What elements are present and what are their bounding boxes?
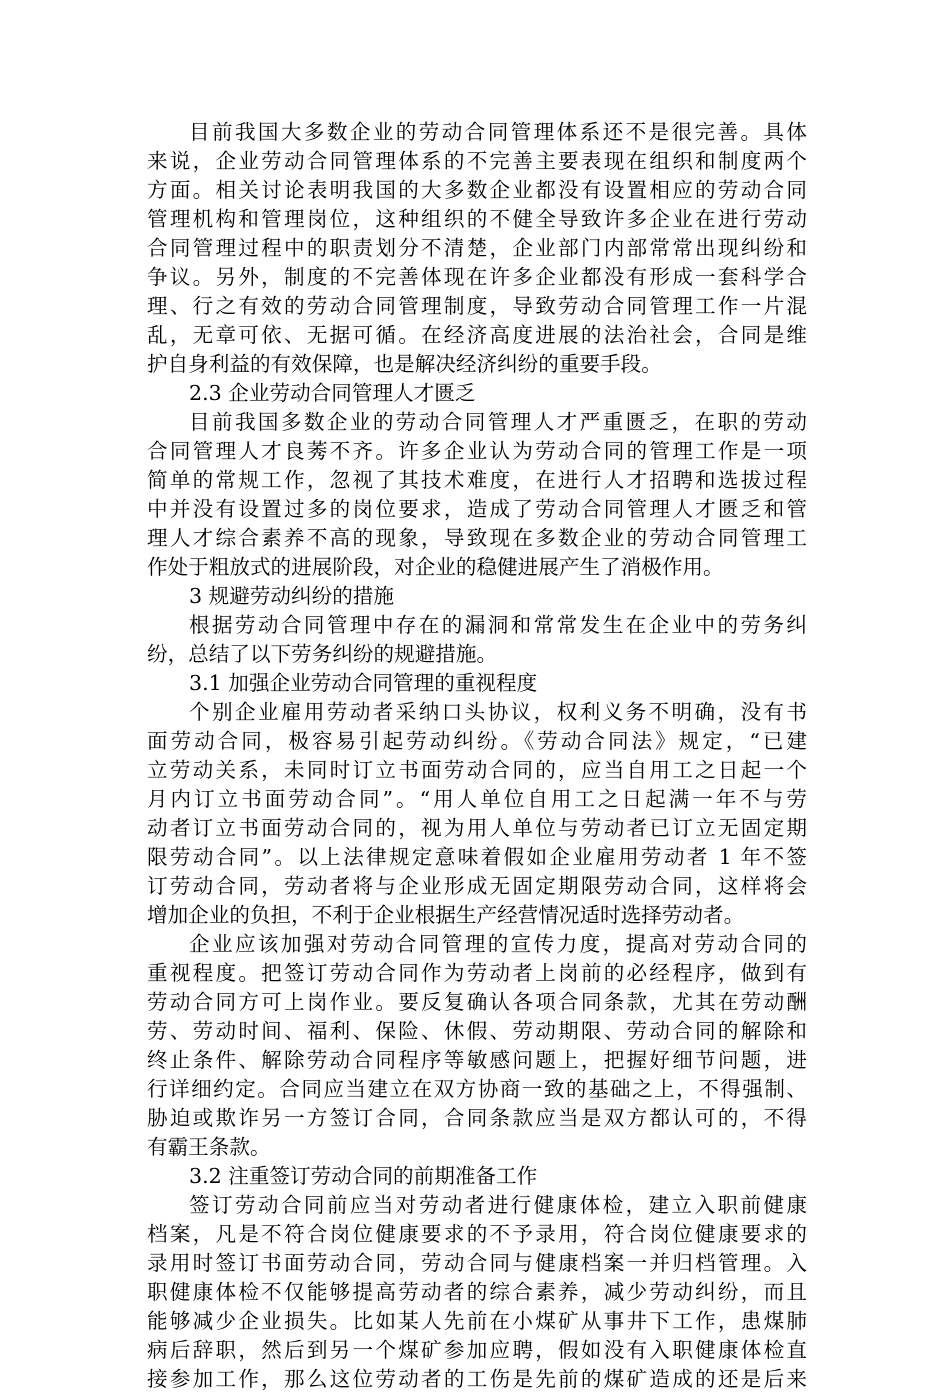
text-line: 理人才综合素养不高的现象，导致现在多数企业的劳动合同管理工: [147, 526, 807, 550]
text-line: 劳动合同方可上岗作业。要反复确认各项合同条款，尤其在劳动酬: [147, 990, 807, 1014]
text-line: 重视程度。把签订劳动合同作为劳动者上岗前的必经程序，做到有: [147, 961, 807, 985]
paragraph: [147, 930, 807, 1162]
text-line: 胁迫或欺诈另一方签订合同，合同条款应当是双方都认可的，不得: [147, 1106, 807, 1130]
paragraph: [147, 118, 807, 379]
text-line: 动者订立书面劳动合同的，视为用人单位与劳动者已订立无固定期: [147, 816, 807, 840]
paragraph: [147, 1191, 807, 1394]
text-line: 理、行之有效的劳动合同管理制度，导致劳动合同管理工作一片混: [147, 294, 807, 318]
text-line: 目前我国多数企业的劳动合同管理人才严重匮乏，在职的劳动: [189, 410, 807, 434]
text-line: 乱，无章可依、无据可循。在经济高度进展的法治社会，合同是维: [147, 323, 807, 347]
text-line: 档案，凡是不符合岗位健康要求的不予录用，符合岗位健康要求的: [147, 1222, 807, 1246]
text-line: 劳、劳动时间、福利、保险、休假、劳动期限、劳动合同的解除和: [147, 1019, 807, 1043]
text-line: 职健康体检不仅能够提高劳动者的综合素养，减少劳动纠纷，而且: [147, 1280, 807, 1304]
text-line: 月内订立书面劳动合同”。“用人单位自用工之日起满一年不与劳: [147, 787, 807, 811]
text-line: 能够减少企业损失。比如某人先前在小煤矿从事井下工作，患煤肺: [147, 1309, 807, 1333]
text-line: 管理机构和管理岗位，这种组织的不健全导致许多企业在进行劳动: [147, 207, 807, 231]
text-line: 来说，企业劳动合同管理体系的不完善主要表现在组织和制度两个: [147, 149, 807, 173]
text-line: 合同管理过程中的职责划分不清楚，企业部门内部常常出现纠纷和: [147, 236, 807, 260]
text-line: 方面。相关讨论表明我国的大多数企业都没有设置相应的劳动合同: [147, 178, 807, 202]
paragraph: [147, 408, 807, 582]
text-line: 订劳动合同，劳动者将与企业形成无固定期限劳动合同，这样将会: [147, 874, 807, 898]
text-line: 病后辞职，然后到另一个煤矿参加应聘，假如没有入职健康体检直: [147, 1338, 807, 1362]
paragraph: [147, 698, 807, 930]
section-heading: 2.3 企业劳动合同管理人才匮乏: [189, 381, 476, 405]
text-line: 限劳动合同”。以上法律规定意味着假如企业雇用劳动者 1 年不签: [147, 845, 807, 869]
text-line: 护自身利益的有效保障，也是解决经济纠纷的重要手段。: [147, 352, 662, 376]
text-line: 签订劳动合同前应当对劳动者进行健康体检，建立入职前健康: [189, 1193, 807, 1217]
text-line: 争议。另外，制度的不完善体现在许多企业都没有形成一套科学合: [147, 265, 807, 289]
text-line: 有霸王条款。: [147, 1135, 271, 1159]
section-heading: 3.1 加强企业劳动合同管理的重视程度: [189, 671, 538, 695]
text-line: 中并没有设置过多的岗位要求，造成了劳动合同管理人才匮乏和管: [147, 497, 807, 521]
text-line: 个别企业雇用劳动者采纳口头协议，权利义务不明确，没有书: [189, 700, 807, 724]
text-line: 合同管理人才良莠不齐。许多企业认为劳动合同的管理工作是一项: [147, 439, 807, 463]
document-body: [147, 118, 807, 1394]
section-heading: 3 规避劳动纠纷的措施: [189, 584, 394, 608]
text-line: 纷，总结了以下劳务纠纷的规避措施。: [147, 642, 498, 666]
text-line: 立劳动关系，未同时订立书面劳动合同的，应当自用工之日起一个: [147, 758, 807, 782]
text-line: 录用时签订书面劳动合同，劳动合同与健康档案一并归档管理。入: [147, 1251, 807, 1275]
text-line: 增加企业的负担，不利于企业根据生产经营情况适时选择劳动者。: [147, 903, 745, 927]
text-line: 面劳动合同，极容易引起劳动纠纷。《劳动合同法》规定，“已建: [147, 729, 807, 753]
text-line: 目前我国大多数企业的劳动合同管理体系还不是很完善。具体: [189, 120, 807, 144]
text-line: 终止条件、解除劳动合同程序等敏感问题上，把握好细节问题，进: [147, 1048, 807, 1072]
text-line: 行详细约定。合同应当建立在双方协商一致的基础之上，不得强制、: [147, 1077, 807, 1101]
paragraph: [147, 611, 807, 669]
section-heading: 3.2 注重签订劳动合同的前期准备工作: [189, 1164, 538, 1188]
text-line: 简单的常规工作，忽视了其技术难度，在进行人才招聘和选拔过程: [147, 468, 807, 492]
text-line: 接参加工作，那么这位劳动者的工伤是先前的煤矿造成的还是后来: [147, 1367, 807, 1391]
text-line: 根据劳动合同管理中存在的漏洞和常常发生在企业中的劳务纠: [189, 613, 807, 637]
text-line: 企业应该加强对劳动合同管理的宣传力度，提高对劳动合同的: [189, 932, 807, 956]
text-line: 作处于粗放式的进展阶段，对企业的稳健进展产生了消极作用。: [147, 555, 724, 579]
